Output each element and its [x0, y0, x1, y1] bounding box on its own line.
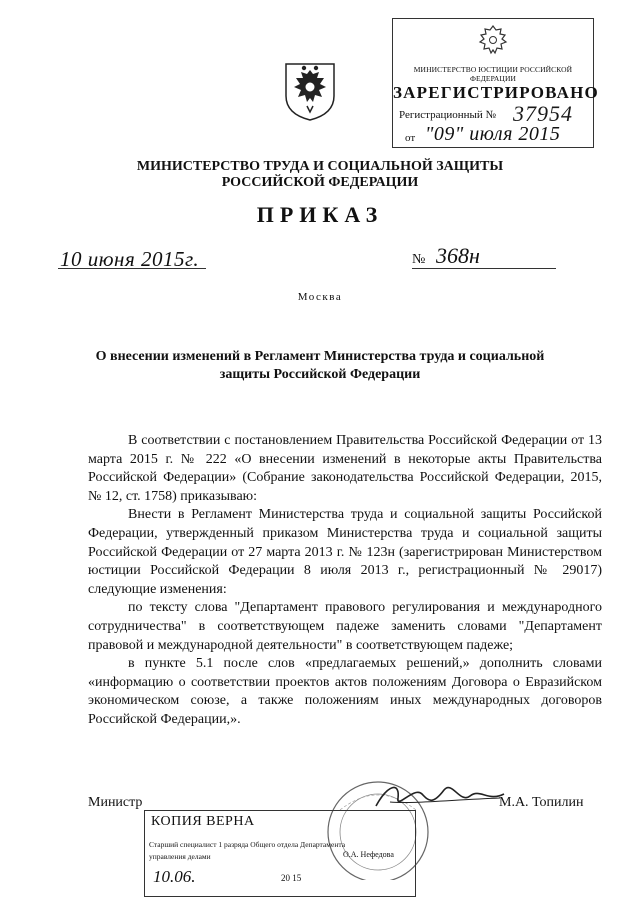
copy-stamp-title: КОПИЯ ВЕРНА [151, 814, 255, 829]
order-body [88, 432, 602, 730]
signatory-name: М.А. Топилин [499, 795, 584, 810]
document-title: ПРИКАЗ [256, 202, 384, 227]
ministry-name [110, 159, 530, 191]
body-paragraph-item-1: по тексту слова "Департамент правового регулирования и международного сотрудничества" в соответствующем падеже заменить словами "Департамент правовой и международной деятельности" в соответствующем падеже; [88, 600, 602, 653]
stamp-registered-label: ЗАРЕГИСТРИРОВАНО [393, 83, 599, 102]
coat-of-arms-emblem [283, 56, 337, 122]
body-paragraph-amend: Внести в Регламент Министерства труда и социальной защиты Российской Федерации, утвержденный приказом Министерства труда и социальной защиты Российской Федерации от 27 марта 2013 г. № 123н (зарегистрирован Министерством юстиции Российской Федерации 8 июля 2013 г., регистрационный № 29017) следующие изменения: [88, 507, 602, 597]
copy-stamp-year: 20 15 [281, 873, 302, 883]
stamp-regnum-label: Регистрационный № [399, 109, 497, 121]
order-number-prefix: № [412, 252, 426, 267]
city-label: Москва [297, 291, 343, 303]
signatory-title: Министр [88, 795, 143, 810]
copy-certified-stamp [144, 810, 416, 897]
subject-line2: защиты Российской Федерации [219, 367, 421, 382]
date-underline [58, 268, 206, 269]
number-underline [412, 268, 556, 269]
stamp-regdate-label: от [405, 132, 416, 144]
order-number: 368н [436, 243, 480, 268]
stamp-regnum-value: 37954 [513, 101, 573, 126]
order-date: 10 июня 2015г. [60, 247, 200, 271]
order-subject [90, 348, 550, 384]
registration-stamp [392, 18, 599, 148]
stamp-emblem-icon [475, 23, 511, 59]
body-paragraph-preamble: В соответствии с постановлением Правительства Российской Федерации от 13 марта 2015 г. № 222 «О внесении изменений в некоторые акты Правительства Российской Федерации» (Собрание законодательства Российской Федерации, 2015, № 12, ст. 1758) приказываю: [88, 433, 602, 504]
stamp-ministry-name: МИНИСТЕРСТВО ЮСТИЦИИ РОССИЙСКОЙ ФЕДЕРАЦИИ [413, 65, 573, 83]
subject-line1: О внесении изменений в Регламент Министерства труда и социальной [95, 349, 545, 364]
copy-stamp-date: 10.06. [153, 867, 196, 886]
copy-stamp-name: О.А. Нефедова [343, 850, 394, 859]
body-paragraph-item-2: в пункте 5.1 после слов «предлагаемых решений,» дополнить словами «информацию о соответствии проектов актов положениям Договора о Евразийском экономическом союзе, а также положениям иных международных договоров Российской Федерации,». [88, 656, 602, 727]
copy-stamp-role-line2: управления делами [149, 852, 211, 861]
stamp-regdate-value: "09" июля 2015 [425, 123, 561, 145]
ministry-name-line1: МИНИСТЕРСТВО ТРУДА И СОЦИАЛЬНОЙ ЗАЩИТЫ [136, 159, 504, 174]
copy-stamp-role-line1: Старший специалист 1 разряда Общего отдела Департамента [149, 840, 346, 849]
ministry-name-line2: РОССИЙСКОЙ ФЕДЕРАЦИИ [221, 175, 419, 190]
